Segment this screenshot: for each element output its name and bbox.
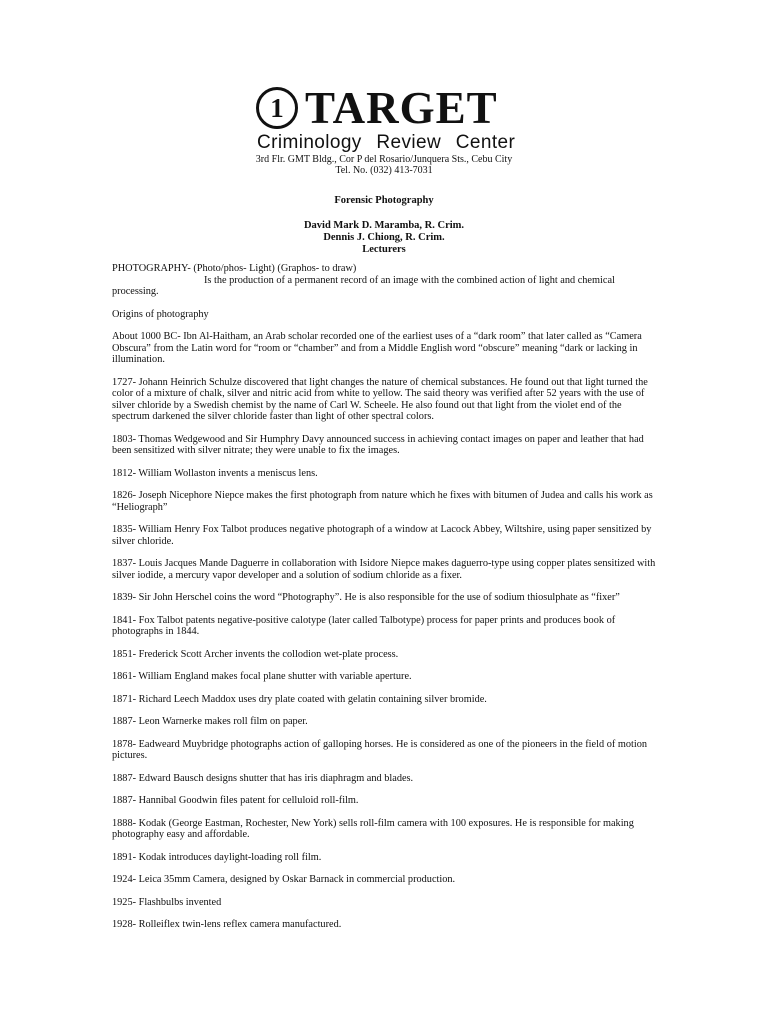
- history-paragraph: 1803- Thomas Wedgewood and Sir Humphry Davy announced success in achieving contact images on paper and leather that had been sensitized with silver nitrate; they were unable to fix the images.: [112, 433, 644, 456]
- history-paragraph: 1826- Joseph Nicephore Niepce makes the first photograph from nature which he fixes with bitumen of Judea and calls his work as “Heliograph”: [112, 490, 653, 513]
- history-paragraph: 1841- Fox Talbot patents negative-positive calotype (later called Talbotype) process for paper prints and produces book of photographs in 1844.: [112, 614, 616, 637]
- history-paragraph: 1871- Richard Leech Maddox uses dry plate coated with gelatin containing silver bromide.: [112, 693, 487, 705]
- lecturer-name: Dennis J. Chiong, R. Crim.: [323, 232, 445, 243]
- history-paragraph: 1925- Flashbulbs invented: [112, 896, 222, 908]
- letterhead: [255, 83, 525, 154]
- brand-subtitle: Criminology Review Center: [257, 132, 516, 153]
- logo: [255, 83, 525, 133]
- phone: Tel. No. (032) 413-7031: [335, 165, 433, 176]
- history-paragraph: 1727- Johann Heinrich Schulze discovered that light changes the nature of chemical substances. He found out that light turned the color of a mixture of chalk, silver and nitric acid from white to yellow. The said theory was verified after 52 years with the use of silver chloride by a Swedish chemist by the name of Carl W. Scheele. He also found out that light from the violet end of the spectrum darkened the silver chloride faster than light of other spectral colors.: [112, 376, 648, 422]
- lecturers-label: Lecturers: [362, 244, 406, 255]
- lecturer-name: David Mark D. Maramba, R. Crim.: [303, 220, 465, 231]
- target-logo-icon: [255, 86, 299, 130]
- contact-block: [150, 154, 618, 176]
- history-paragraph: 1888- Kodak (George Eastman, Rochester, New York) sells roll-film camera with 100 exposures. He is responsible for making photography easy and affordable.: [112, 817, 634, 840]
- history-paragraph: 1837- Louis Jacques Mande Daguerre in collaboration with Isidore Niepce makes daguerro-type using copper plates sensitized with silver iodide, a mercury vapor developer and a solution of sodium chloride as a fixer.: [112, 558, 656, 581]
- history-paragraph: 1887- Edward Bausch designs shutter that has iris diaphragm and blades.: [112, 772, 414, 784]
- address: 3rd Flr. GMT Bldg., Cor P del Rosario/Junquera Sts., Cebu City: [255, 154, 513, 165]
- section-heading: Origins of photography: [112, 308, 209, 320]
- document-body: [112, 263, 657, 942]
- title-block: [150, 194, 618, 256]
- brand-name: TARGET: [305, 83, 498, 133]
- history-paragraph: 1812- William Wollaston invents a meniscus lens.: [112, 467, 318, 479]
- history-paragraph: 1878- Eadweard Muybridge photographs action of galloping horses. He is considered as one of the pioneers in the field of motion pictures.: [112, 738, 648, 761]
- history-paragraph: 1887- Hannibal Goodwin files patent for celluloid roll-film.: [112, 795, 359, 806]
- definition-text: Is the production of a permanent record of an image with the combined action of light and chemical: [204, 274, 615, 286]
- history-paragraph: 1839- Sir John Herschel coins the word “Photography”. He is also responsible for the use of sodium thiosulphate as “fixer”: [112, 592, 620, 603]
- history-paragraph: 1851- Frederick Scott Archer invents the collodion wet-plate process.: [112, 648, 399, 660]
- history-paragraph: 1861- William England makes focal plane shutter with variable aperture.: [112, 671, 412, 682]
- definition-text-continued: processing.: [112, 286, 159, 297]
- definition-paragraph: [112, 263, 657, 298]
- history-paragraph: 1924- Leica 35mm Camera, designed by Oskar Barnack in commercial production.: [112, 874, 456, 885]
- document-title: Forensic Photography: [334, 195, 434, 206]
- history-paragraph: 1928- Rolleiflex twin-lens reflex camera manufactured.: [112, 919, 342, 930]
- history-paragraph: 1835- William Henry Fox Talbot produces negative photograph of a window at Lacock Abbey, Wiltshire, using paper sensitized by silver chloride.: [112, 524, 652, 547]
- logo-numeral: 1: [270, 93, 284, 123]
- history-paragraph: 1887- Leon Warnerke makes roll film on paper.: [112, 716, 308, 727]
- definition-term: PHOTOGRAPHY- (Photo/phos- Light) (Graphos- to draw): [112, 263, 357, 274]
- history-paragraph: About 1000 BC- Ibn Al-Haitham, an Arab scholar recorded one of the earliest uses of a “dark room” that later called as “Camera Obscura” from the Latin word for “room or “chamber” and from a Middle English word “obscure” meaning “dark or lacking in illumination.: [112, 331, 642, 365]
- history-paragraph: 1891- Kodak introduces daylight-loading roll film.: [112, 851, 322, 863]
